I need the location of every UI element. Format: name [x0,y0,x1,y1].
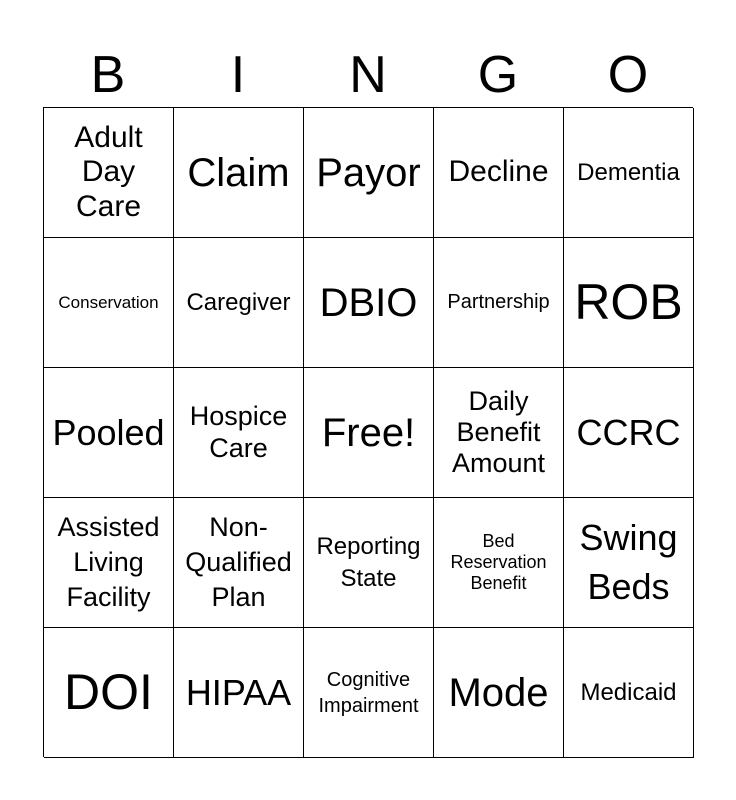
bingo-header [43,44,693,106]
header-letter-b: B [90,46,126,104]
bingo-cell[interactable] [434,238,564,368]
cell-label: Payor [316,150,421,195]
bingo-cell[interactable] [44,108,174,238]
cell-label: Caregiver [186,288,291,316]
cell-label: DOI [64,663,153,720]
cell-label: ROB [574,273,683,330]
bingo-cell[interactable] [174,498,304,628]
free-space[interactable] [304,368,434,498]
bingo-cell[interactable] [434,368,564,498]
bingo-cell[interactable] [434,498,564,628]
bingo-cell[interactable] [44,238,174,368]
bingo-cell[interactable] [564,238,694,368]
cell-label: Conservation [58,292,159,312]
bingo-cell[interactable] [44,498,174,628]
bingo-cell[interactable] [174,238,304,368]
bingo-cell[interactable] [564,108,694,238]
cell-label: Bed Reservation Benefit [450,531,547,593]
cell-label: CCRC [576,411,681,453]
cell-label: Reporting State [316,533,421,592]
bingo-cell[interactable] [434,108,564,238]
header-letter-g: G [477,46,519,104]
cell-label: HIPAA [185,671,292,713]
header-letter-o: O [607,46,649,104]
cell-label: Assisted Living Facility [57,511,160,613]
bingo-cell[interactable] [304,108,434,238]
bingo-cell[interactable] [564,628,694,758]
bingo-cell[interactable] [44,628,174,758]
cell-label: Mode [448,670,549,715]
cell-label: Non-Qualified Plan [185,511,292,613]
cell-label: Partnership [447,291,550,313]
bingo-cell[interactable] [174,368,304,498]
cell-label: Dementia [577,158,680,186]
bingo-cell[interactable] [564,368,694,498]
bingo-cell[interactable] [564,498,694,628]
cell-label: Daily Benefit Amount [451,385,546,479]
bingo-board [43,107,693,757]
bingo-cell[interactable] [174,108,304,238]
bingo-cell[interactable] [434,628,564,758]
cell-label: Hospice Care [189,401,288,463]
cell-label: Decline [448,155,549,189]
cell-label: Adult Day Care [74,120,143,223]
bingo-cell[interactable] [304,628,434,758]
cell-label: Claim [187,150,290,195]
cell-label: DBIO [319,280,418,325]
cell-label: Medicaid [580,678,677,706]
cell-label: Cognitive Impairment [318,668,419,717]
bingo-cell[interactable] [304,238,434,368]
cell-label: Pooled [52,411,165,453]
bingo-cell[interactable] [174,628,304,758]
cell-label: Swing Beds [579,516,678,607]
bingo-cell[interactable] [304,498,434,628]
header-letter-i: I [230,46,246,104]
free-space-label: Free! [321,410,416,455]
bingo-cell[interactable] [44,368,174,498]
header-letter-n: N [349,46,387,104]
